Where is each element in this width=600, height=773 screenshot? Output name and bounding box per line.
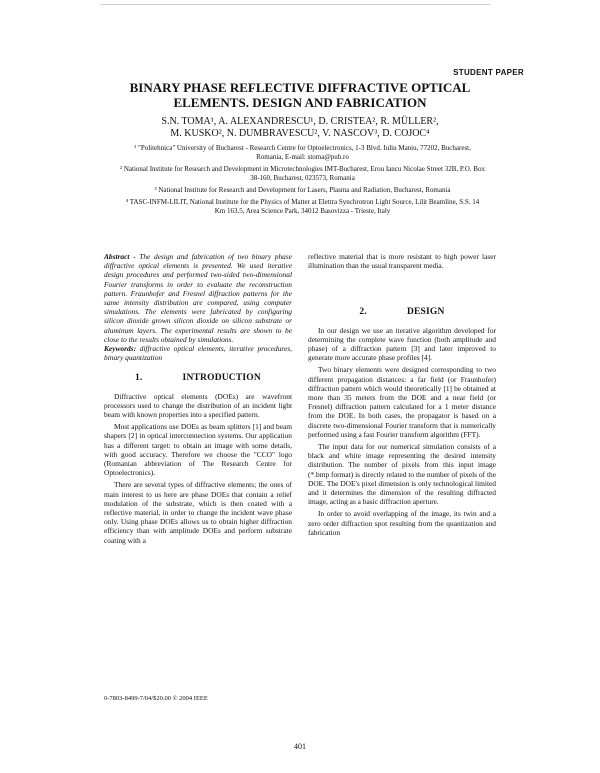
abstract-text: The design and fabrication of two binary phase diffractive optical elements is presented. We used iterative design procedures and performed two-sided two-dimensional Fourier transforms in order to evaluate the reconstruction pattern. Fraunhofer and Fresnel diffraction patterns for the same intensity distribution are compared, using computer simulations. The elements were fabricated by configuring silicon dioxide grown silicon dioxide on silicon substrate or aluminum layers. The experimental results are shown to be close to the results obtained by simulations. bbox=[104, 252, 292, 344]
left-column bbox=[104, 252, 292, 548]
authors-line-2: M. KUSKO², N. DUMBRAVESCU², V. NASCOV³, D. COJOC⁴ bbox=[170, 128, 430, 139]
intro-paragraph-2: Most applications use DOEs as beam splitters [1] and beam shapers [2] in optical interconnection systems. Our application has a different target: to obtain an image with some details, with good accuracy. Therefore we choose the "CCO" logo (Romanian abbreviation of The Research Centre for Optoelectronics). bbox=[104, 422, 292, 478]
title-line-1: BINARY PHASE REFLECTIVE DIFFRACTIVE OPTICAL bbox=[129, 80, 471, 95]
affiliation-1: ¹ "Politehnica" University of Bucharest - Research Centre for Optoelectronics, 1-3 Blvd. Iuliu Maniu, 77202, Bucharest, Romania, E-mail: stoma@pub.ro bbox=[134, 144, 471, 161]
intro-paragraph-3: There are several types of diffractive elements; the ones of main interest to us here are phase DOEs that contain a relief modulation of the substrate, which is then coated with a reflective material, in order to change the incident wave phase only. Using phase DOEs allows us to obtain higher diffraction efficiency than with amplitude DOEs and perform substrate coating with a bbox=[104, 480, 292, 545]
keywords-label: Keywords: bbox=[104, 344, 137, 354]
introduction-heading bbox=[104, 374, 292, 383]
abstract-label: Abstract - bbox=[104, 252, 136, 261]
copyright-notice: 0-7803-8499-7/04/$20.00 © 2004 IEEE bbox=[104, 695, 208, 702]
student-paper-label: STUDENT PAPER bbox=[453, 68, 524, 77]
intro-paragraph-1: Diffractive optical elements (DOEs) are wavefront processors used to change the distribution of an incident light beam with known properties into a specified pattern. bbox=[104, 391, 292, 420]
design-number: 2. bbox=[359, 307, 367, 318]
abstract bbox=[104, 252, 292, 362]
affiliations bbox=[120, 144, 485, 219]
top-rule bbox=[100, 4, 490, 5]
design-paragraph-2: Two binary elements were designed corresponding to two different propagation distances: a far field (or Fraunhofer) diffraction pattern which would theoretically [1] be obtained at more than 35 meters from the DOE and a near field (or Fresnel) diffraction pattern calculated for a 1 meter distance from the DOE. In both cases, the propagator is based on a discrete two-dimensional Fourier transform that is numerically performed using a fast Fourier transform algorithm (FFT). bbox=[308, 365, 496, 439]
page-number: 401 bbox=[294, 742, 306, 751]
title-line-2: ELEMENTS. DESIGN AND FABRICATION bbox=[173, 95, 427, 110]
paper-title bbox=[105, 80, 495, 110]
authors-line-1: S.N. TOMA¹, A. ALEXANDRESCU¹, D. CRISTEA², R. MÜLLER², bbox=[161, 116, 439, 127]
affiliation-4: ⁴ TASC-INFM-LILIT, National Institute for the Physics of Matter at Elettra Synchrotron Light Source, Lilit Beamline, S.S. 14 Km 163.5, Area Science Park, 34012 Basovizza - Trieste, Italy bbox=[125, 198, 480, 215]
introduction-number: 1. bbox=[135, 373, 143, 384]
right-column bbox=[308, 252, 496, 540]
design-paragraph-4: In order to avoid overlapping of the image, its twin and a zero order diffraction spot resulting from the quantization and fabrication bbox=[308, 509, 496, 537]
design-title: DESIGN bbox=[406, 307, 445, 318]
design-paragraph-3: The input data for our numerical simulation consists of a black and white image representing the desired intensity distribution. The number of pixels from this input image (*.bmp format) is directly related to the number of pixels of the DOE. The DOE's pixel dimension is only technological limited and it determines the dimension of the resulting diffracted image, acting as a basic diffraction aperture. bbox=[308, 442, 496, 507]
design-heading bbox=[308, 308, 496, 317]
affiliation-3: ³ National Institute for Research and Development for Lasers, Plasma and Radiation, Bucharest, Romania bbox=[154, 186, 451, 194]
affiliation-2: ² National Institute for Research and Development in Microtechnologies IMT-Bucharest, Erou Iancu Nicolae Street 32B, P.O. Box 38-160, Bucharest, 023573, Romania bbox=[120, 165, 485, 182]
author-list bbox=[105, 116, 495, 140]
introduction-title: INTRODUCTION bbox=[182, 373, 261, 384]
design-paragraph-1: In our design we use an iterative algorithm developed for determining the complete wave function (both amplitude and phase) of a diffraction pattern [3] and later improved to generate more accurate phase profiles [4]. bbox=[308, 325, 496, 363]
keywords-text: diffractive optical elements, iterative procedures, binary quantization bbox=[104, 344, 292, 363]
intro-continuation: reflective material that is more resistant to high power laser illumination than the usual transparent media. bbox=[308, 252, 496, 271]
